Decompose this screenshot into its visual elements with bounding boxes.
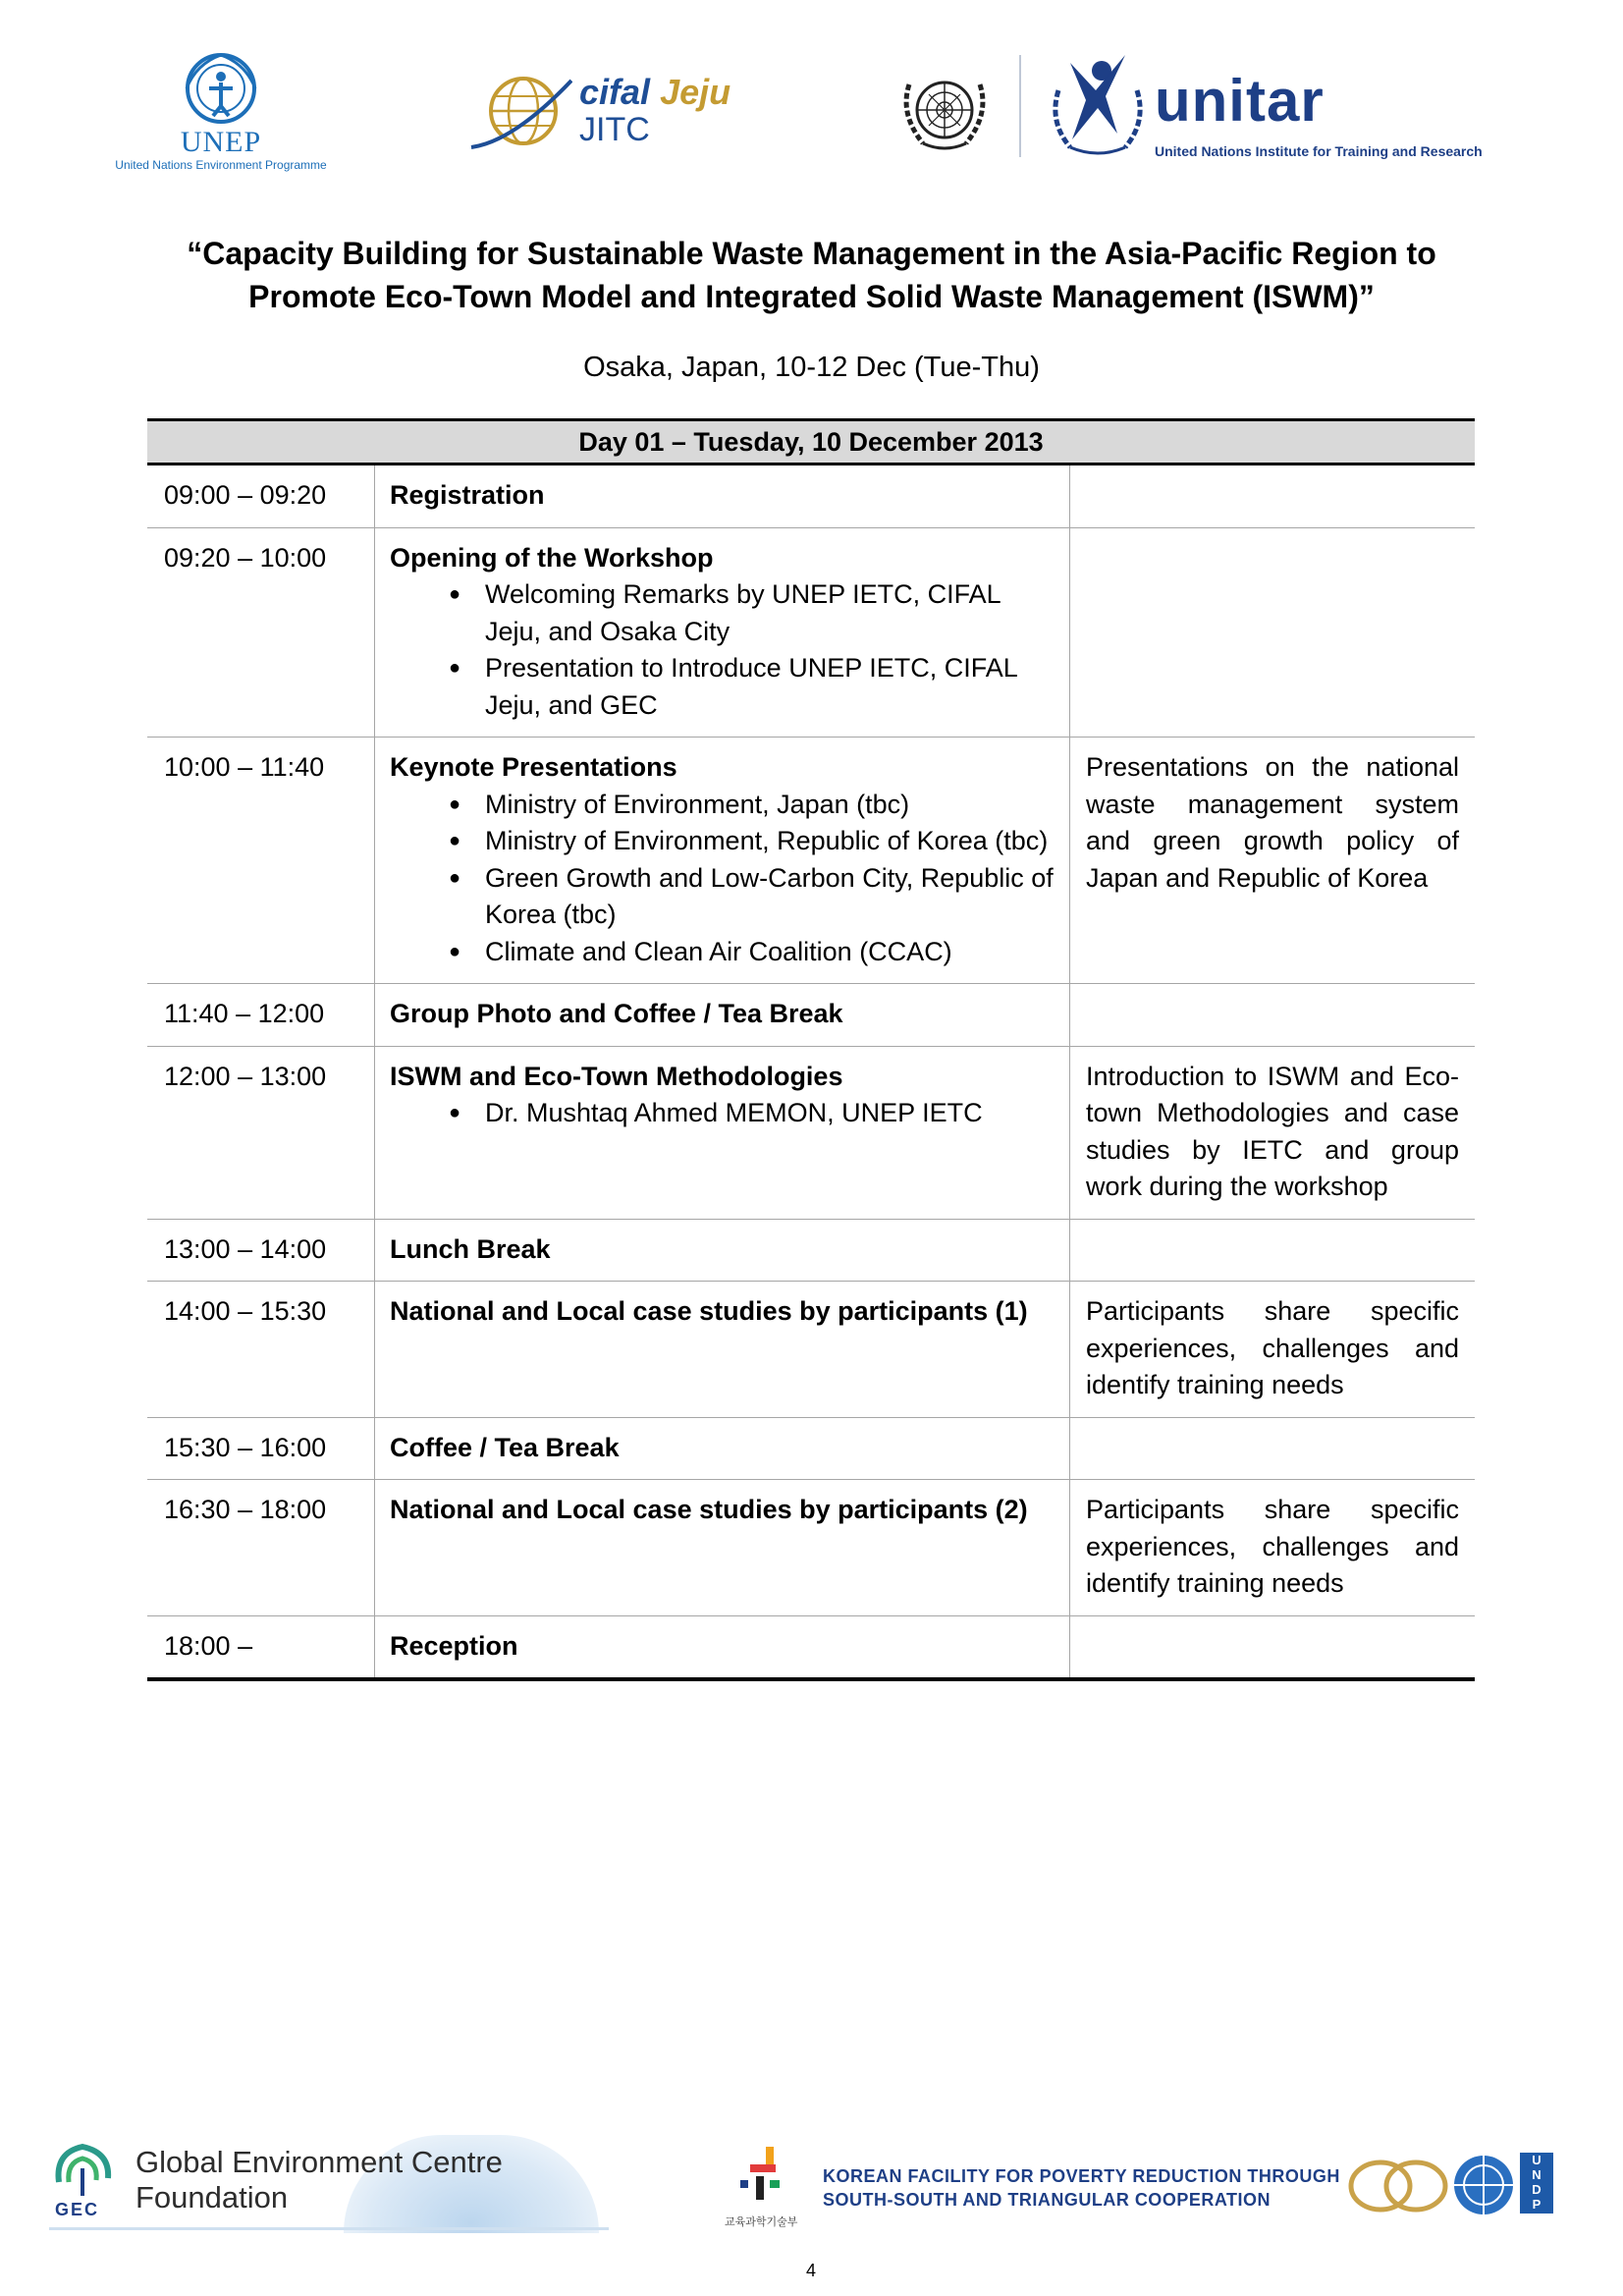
kofpr-logo — [725, 2143, 1340, 2231]
speaker-item: ● Welcoming Remarks by UNEP IETC, CIFAL Jeju, and Osaka City — [485, 576, 1059, 650]
kofpr-line2: SOUTH-SOUTH AND TRIANGULAR COOPERATION — [823, 2190, 1271, 2210]
session-time: 14:00 – 15:30 — [164, 1296, 327, 1326]
agenda-table — [147, 418, 1475, 1681]
session-time: 13:00 – 14:00 — [164, 1233, 327, 1264]
unitar-name: unitar — [1155, 68, 1325, 134]
jitc-word: JITC — [579, 111, 650, 148]
gec-abbreviation: GEC — [55, 2200, 100, 2219]
agenda-row — [147, 1282, 1475, 1418]
session-note — [1069, 1220, 1475, 1282]
rings-emblem-icon — [1347, 2155, 1449, 2217]
unitar-logo — [1041, 51, 1512, 169]
session-title: National and Local case studies by participants (2) — [390, 1495, 1028, 1524]
gec-name-line2: Foundation — [135, 2180, 289, 2214]
un-globe-icon — [1451, 2153, 1516, 2217]
gec-logo — [49, 2135, 619, 2233]
korean-ministry-name: 교육과학기술부 — [725, 2216, 798, 2228]
session-title: Reception — [390, 1630, 518, 1661]
session-note: Introduction to ISWM and Eco-town Methodologies and case studies by IETC and group work during the workshop — [1069, 1047, 1475, 1219]
session-title: Group Photo and Coffee / Tea Break — [390, 999, 843, 1028]
session-title: Opening of the Workshop — [390, 542, 714, 573]
agenda-row — [147, 465, 1475, 528]
speaker-item: ● Ministry of Environment, Japan (tbc) — [485, 787, 1059, 824]
korea-ministry-icon — [730, 2143, 789, 2212]
gec-name-line1: Global Environment Centre — [135, 2145, 503, 2179]
session-time: 09:00 – 09:20 — [164, 480, 327, 510]
document-title: “Capacity Building for Sustainable Waste Management in the Asia-Pacific Region to Promote Eco-Town Model and Integrated Solid Waste Management (ISWM)” — [187, 236, 1436, 314]
session-time: 15:30 – 16:00 — [164, 1432, 327, 1462]
cifal-logo — [469, 67, 764, 155]
gec-leaf-icon — [49, 2139, 118, 2202]
session-title: Coffee / Tea Break — [390, 1432, 620, 1462]
agenda-row — [147, 1418, 1475, 1481]
unep-emblem-icon — [177, 49, 265, 128]
session-note — [1069, 1418, 1475, 1480]
speaker-item: ● Presentation to Introduce UNEP IETC, CIFAL Jeju, and GEC — [485, 650, 1059, 724]
day-header: Day 01 – Tuesday, 10 December 2013 — [147, 418, 1475, 465]
unep-logo — [103, 49, 339, 177]
jeju-word: Jeju — [660, 72, 731, 112]
agenda-row — [147, 1616, 1475, 1682]
speaker-list — [390, 1095, 1059, 1132]
agenda-row — [147, 738, 1475, 984]
session-title: ISWM and Eco-Town Methodologies — [390, 1061, 843, 1091]
un-undp-logos — [1347, 2149, 1583, 2223]
undp-logo: U N D P — [1520, 2153, 1553, 2214]
unitar-figure-icon — [1041, 51, 1149, 161]
unep-name: UNEP — [180, 126, 262, 158]
unitar-fullname: United Nations Institute for Training and Research — [1155, 143, 1483, 159]
session-note — [1069, 528, 1475, 738]
session-note — [1069, 465, 1475, 527]
page-number: 4 — [805, 2261, 816, 2280]
session-time: 12:00 – 13:00 — [164, 1061, 327, 1091]
agenda-row — [147, 528, 1475, 738]
logo-divider — [1019, 55, 1021, 157]
speaker-item: ● Ministry of Environment, Republic of Korea (tbc) — [485, 823, 1059, 860]
speaker-list — [390, 576, 1059, 724]
session-time: 11:40 – 12:00 — [164, 999, 325, 1028]
session-title: National and Local case studies by participants (1) — [390, 1296, 1028, 1326]
session-note: Participants share specific experiences, challenges and identify training needs — [1069, 1282, 1475, 1417]
speaker-item: ● Dr. Mushtaq Ahmed MEMON, UNEP IETC — [485, 1095, 1059, 1132]
session-title: Registration — [390, 480, 545, 510]
session-note — [1069, 1616, 1475, 1678]
agenda-row — [147, 1047, 1475, 1220]
session-time: 18:00 – — [164, 1630, 253, 1661]
agenda-row — [147, 1480, 1475, 1616]
agenda-row — [147, 984, 1475, 1047]
agenda-row — [147, 1220, 1475, 1283]
session-note — [1069, 984, 1475, 1046]
session-time: 09:20 – 10:00 — [164, 542, 327, 573]
speaker-item: ● Green Growth and Low-Carbon City, Republic of Korea (tbc) — [485, 860, 1059, 934]
cifal-word: cifal — [579, 72, 651, 112]
un-emblem-icon — [895, 71, 994, 153]
session-title: Lunch Break — [390, 1233, 551, 1264]
session-note: Presentations on the national waste management system and green growth policy of Japan and Republic of Korea — [1069, 738, 1475, 983]
session-note: Participants share specific experiences, challenges and identify training needs — [1069, 1480, 1475, 1615]
cifal-globe-icon — [469, 67, 572, 155]
kofpr-line1: KOREAN FACILITY FOR POVERTY REDUCTION THROUGH — [823, 2166, 1340, 2186]
event-location-dates: Osaka, Japan, 10-12 Dec (Tue-Thu) — [583, 352, 1040, 383]
session-title: Keynote Presentations — [390, 752, 677, 782]
un-emblem — [895, 71, 994, 153]
session-time: 16:30 – 18:00 — [164, 1495, 327, 1524]
speaker-list — [390, 787, 1059, 971]
unep-fullname: United Nations Environment Programme — [115, 158, 327, 172]
session-time: 10:00 – 11:40 — [164, 752, 325, 782]
speaker-item: ● Climate and Clean Air Coalition (CCAC) — [485, 934, 1059, 971]
